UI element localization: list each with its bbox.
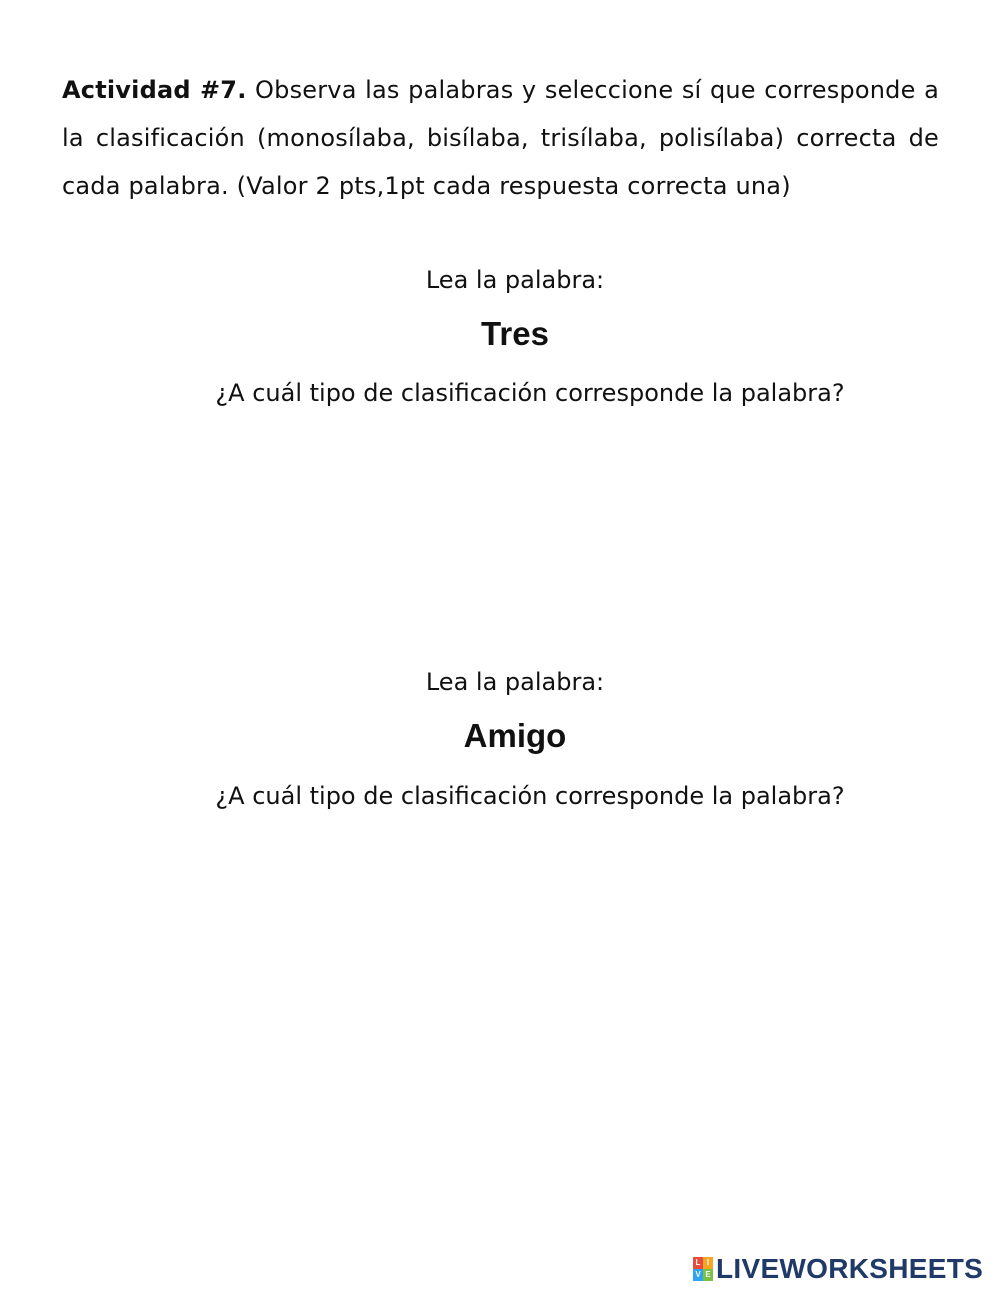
word-to-classify: Amigo	[463, 717, 567, 754]
activity-label: Actividad #7.	[62, 76, 247, 104]
answer-area[interactable]	[300, 425, 730, 585]
brand-name: LIVEWORKSHEETS	[716, 1253, 984, 1284]
liveworksheets-logo-icon	[693, 1257, 713, 1281]
answer-area[interactable]	[300, 828, 730, 988]
classification-question: ¿A cuál tipo de clasificación corresponde la palabra?	[215, 379, 845, 407]
read-prompt: Lea la palabra:	[425, 668, 605, 696]
activity-instructions-text: Observa las palabras y seleccione sí que corresponde a la clasificación (monosílaba, bisílaba, trisílaba, polisílaba) correcta de cada palabra. (Valor 2 pts,1pt cada respuesta correcta una)	[62, 76, 939, 200]
word-to-classify: Tres	[481, 315, 549, 352]
liveworksheets-logo	[693, 1254, 983, 1284]
read-prompt: Lea la palabra:	[425, 266, 605, 294]
logo-letter-e: E	[703, 1269, 713, 1281]
classification-question: ¿A cuál tipo de clasificación corresponde la palabra?	[215, 782, 845, 810]
activity-instructions	[62, 66, 939, 210]
logo-letter-l: L	[693, 1257, 703, 1269]
logo-letter-i: I	[703, 1257, 713, 1269]
logo-letter-v: V	[693, 1269, 703, 1281]
